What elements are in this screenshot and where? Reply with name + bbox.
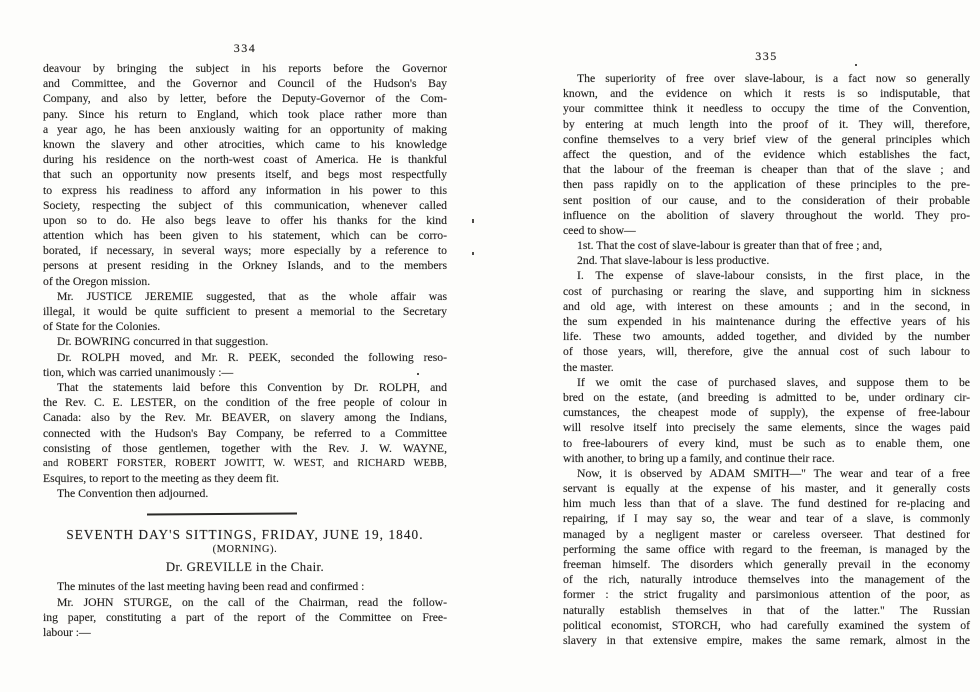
text-line: affect the question, and of the evidence which establishes the fact, <box>563 147 970 161</box>
text-line: upon so to do. He also begs leave to offer his thanks for the kind <box>43 213 447 227</box>
text-line: of those years, will, therefore, give the annual cost of such labour to <box>563 345 970 359</box>
text-line: the master. <box>563 360 614 374</box>
text-line: bred on the estate, (and breeding is admitted to be, under ordinary cir- <box>563 390 970 404</box>
text-line: confine themselves to a very brief view of the general principles which <box>563 132 970 146</box>
text-line: That the statements laid before this Convention by Dr. ROLPH, and <box>57 380 447 394</box>
section-divider-rule <box>147 513 297 516</box>
text-line: The superiority of free over slave-labour, is a fact now so generally <box>577 72 970 85</box>
text-line: ceed to show— <box>563 223 636 237</box>
text-line: illegal, it would be quite sufficient to present a memorial to the Secretary <box>43 305 447 318</box>
text-line: political economist, STORCH, who had carefully examined the system of <box>563 618 970 632</box>
right-page <box>563 71 970 648</box>
text-line: that such an opportunity now presents itself, and begs most respectfully <box>43 168 447 182</box>
text-line: Now, it is observed by ADAM SMITH—" The wear and tear of a free <box>577 466 970 480</box>
text-line: known, and the evidence on which it rests is so indisputable, that <box>563 87 970 101</box>
text-line: ing paper, constituting a part of the report of the Committee on Free- <box>43 610 447 624</box>
text-line: then pass rapidly on to the application of these principles to the pre- <box>563 178 970 192</box>
right-page-body-text <box>563 71 970 648</box>
left-page-closing-text <box>43 579 447 640</box>
text-line: performing the same office with regard to the freeman, is managed by the <box>563 542 970 556</box>
text-line: with another, to bring up a family, and continue their race. <box>563 451 835 465</box>
scan-speck <box>417 373 419 375</box>
text-line: managed by a negligent master or careless overseer. That destined for <box>563 527 970 541</box>
text-line: Mr. JUSTICE JEREMIE suggested, that as the whole affair was <box>57 289 447 303</box>
text-line: former : the strict frugality and parsimonious attention of the poor, as <box>563 588 970 602</box>
text-line: 2nd. That slave-labour is less productive. <box>577 254 770 268</box>
text-line: pany. Since his return to England, which took place rather more than <box>43 107 447 121</box>
text-line: life. These two amounts, added together, and divided by the number <box>563 330 970 344</box>
text-line: Company, and also by letter, before the Deputy-Governor of the Com- <box>43 92 447 106</box>
right-page-number: 335 <box>755 49 778 63</box>
text-line: influence on the abolition of slavery throughout the world. They pro- <box>563 208 970 222</box>
text-line: Mr. JOHN STURGE, on the call of the Chairman, read the follow- <box>57 595 447 609</box>
chair-line: Dr. GREVILLE in the Chair. <box>165 560 325 575</box>
text-line: borated, if necessary, in several ways; more especially by a reference to <box>43 244 447 258</box>
text-line: to express his readiness to afford any information in his power to this <box>43 183 447 197</box>
text-line: connected with the Hudson's Bay Company, be referred to a Committee <box>43 426 447 440</box>
left-page-body-text <box>43 61 447 501</box>
text-line: and Committee, and the Governor and Council of the Hudson's Bay <box>43 77 447 91</box>
scan-speck <box>472 252 474 255</box>
text-line: that the labour of the freeman is cheaper than that of the slave ; and <box>563 163 970 177</box>
text-line: and ROBERT FORSTER, ROBERT JOWITT, W. WEST, and RICHARD WEBB, <box>43 457 447 469</box>
session-label: (MORNING). <box>212 544 278 556</box>
text-line: naturally establish themselves in that of the latter." The Russian <box>563 603 970 617</box>
text-line: 1st. That the cost of slave-labour is greater than that of free ; and, <box>577 239 883 253</box>
text-line: to free-labourers of every kind, must be such as to enable them, one <box>563 436 970 450</box>
left-page-number: 334 <box>233 41 257 55</box>
text-line: cumstances, the cheapest mode of supply), the expense of free-labour <box>563 406 970 420</box>
text-line: consisting of those gentlemen, together with the Rev. J. W. WAYNE, <box>43 441 447 455</box>
scan-speck <box>855 64 857 66</box>
text-line: your committee think it needless to occupy the time of the Convention, <box>563 102 970 116</box>
text-line: by entering at much length into the proof of it. They will, therefore, <box>563 117 970 131</box>
text-line: Dr. BOWRING concurred in that suggestion. <box>57 335 269 349</box>
text-line: The minutes of the last meeting having been read and confirmed : <box>57 580 365 594</box>
section-heading: SEVENTH DAY'S SITTINGS, FRIDAY, JUNE 19, 1840. <box>66 527 424 543</box>
text-line: of State for the Colonies. <box>43 320 161 334</box>
text-line: Canada: also by the Rev. Mr. BEAVER, on slavery among the Indians, <box>43 411 447 425</box>
text-line: If we omit the case of purchased slaves, and suppose them to be <box>577 375 970 389</box>
text-line: of the rich, naturally introduce themselves into the management of the <box>563 573 970 587</box>
text-line: cost of purchasing or rearing the slave, and supporting him in sickness <box>563 284 970 298</box>
text-line: Esquires, to report to the meeting as they deem fit. <box>43 472 279 486</box>
text-line: The Convention then adjourned. <box>57 487 209 501</box>
text-line: servant is equally at the expense of his master, and it generally costs <box>563 482 970 496</box>
text-line: during his residence on the north-west coast of America. He is thankful <box>43 153 447 167</box>
text-line: known the slavery and other atrocities, which came to his knowledge <box>43 137 447 151</box>
text-line: will resolve itself into precisely the same elements, since the wages paid <box>563 421 970 435</box>
text-line: Society, respecting the subject of this communication, whenever called <box>43 198 447 212</box>
text-line: freeman himself. The disorders which generally prevail in the economy <box>563 558 970 571</box>
text-line: the sum expended in his maintenance during the effective years of his <box>563 315 970 328</box>
text-line: tion, which was carried unanimously :— <box>43 365 234 379</box>
text-line: I. The expense of slave-labour consists, in the first place, in the <box>577 269 970 283</box>
left-page <box>43 61 447 640</box>
text-line: attention which has been given to his statement, which can be corro- <box>43 229 447 243</box>
text-line: the Rev. C. E. LESTER, on the condition of the free people of colour in <box>43 396 447 410</box>
text-line: deavour by bringing the subject in his reports before the Governor <box>43 62 447 75</box>
text-line: slavery in that extensive empire, makes the same remark, almost in the <box>563 633 970 647</box>
text-line: sent position of our cause, and to the consideration of their probable <box>563 193 970 207</box>
text-line: Dr. ROLPH moved, and Mr. R. PEEK, seconded the following reso- <box>57 350 447 364</box>
text-line: repairing, if I may say so, the wear and tear of a slave, is commonly <box>563 512 970 526</box>
text-line: and old age, with interest on these amounts ; and in the second, in <box>563 299 970 313</box>
scan-speck <box>472 219 474 223</box>
text-line: a year ago, he has been anxiously waiting for an opportunity of making <box>43 122 447 136</box>
text-line: him much less than that of a slave. The fund destined for re-placing and <box>563 497 970 511</box>
text-line: persons at present residing in the Orkney Islands, and to the members <box>43 259 447 273</box>
text-line: of the Oregon mission. <box>43 274 151 288</box>
text-line: labour :— <box>43 626 91 639</box>
